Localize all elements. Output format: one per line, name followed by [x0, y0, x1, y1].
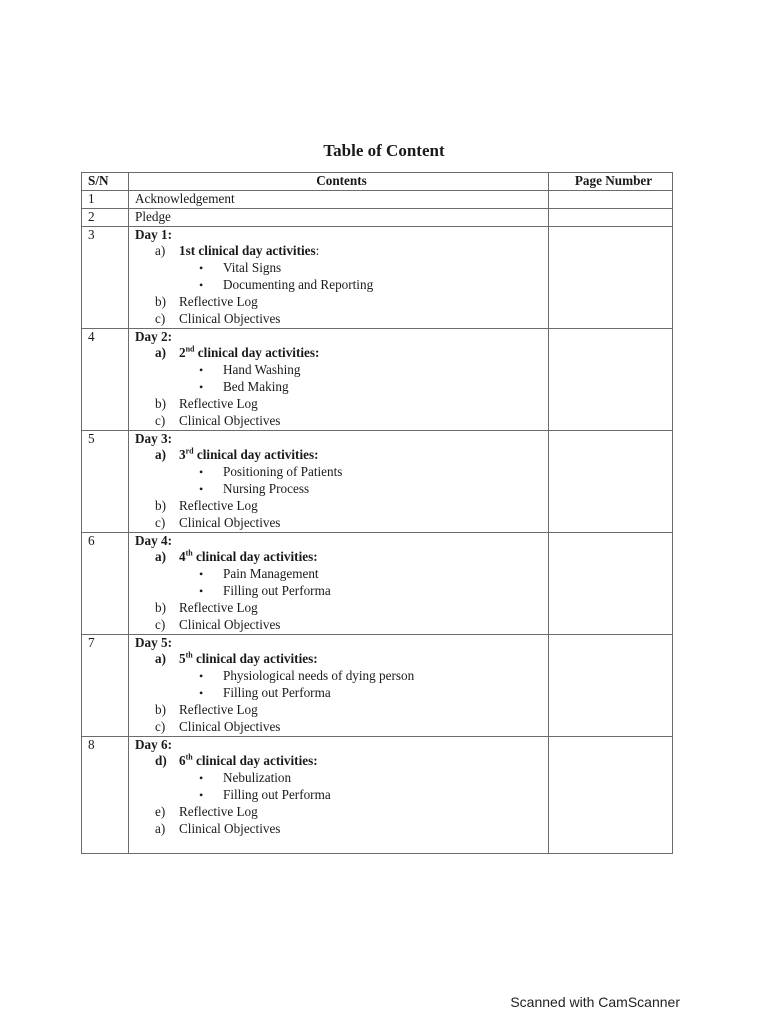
activity-colon: :	[313, 549, 318, 565]
activity-colon: :	[315, 243, 320, 259]
activity-colon: :	[315, 345, 320, 361]
table-row	[82, 430, 673, 532]
sub-item	[135, 396, 548, 413]
table-row	[82, 328, 673, 430]
sub-item-text: Reflective Log	[179, 803, 258, 819]
item-label: c)	[155, 310, 166, 326]
activity-number: 1st	[179, 243, 196, 259]
sub-item-text: Clinical Objectives	[179, 820, 281, 836]
item-label: b)	[155, 599, 166, 615]
ordinal-suffix: th	[185, 651, 193, 660]
activity-heading	[135, 243, 548, 260]
ordinal-suffix: th	[185, 549, 193, 558]
sub-item-text: Clinical Objectives	[179, 718, 281, 734]
ordinal-suffix: nd	[185, 345, 195, 354]
table-row	[82, 208, 673, 226]
page-number-header: Page Number	[549, 173, 673, 191]
sn-cell: 8	[82, 736, 129, 853]
item-label: c)	[155, 412, 166, 428]
activity-number: 3	[179, 447, 186, 463]
activity-number: 2	[179, 345, 186, 361]
activity-text: clinical day activities	[192, 753, 314, 769]
bullet-item: • Positioning of Patients	[135, 464, 548, 481]
contents-cell	[129, 634, 549, 736]
bullet-item: • Physiological needs of dying person	[135, 668, 548, 685]
page-number-cell	[549, 634, 673, 736]
contents-cell	[129, 736, 549, 853]
item-label: a)	[155, 651, 166, 667]
sub-item	[135, 600, 548, 617]
sn-cell: 1	[82, 191, 129, 209]
table-row	[82, 226, 673, 328]
activity-number: 5	[179, 651, 186, 667]
table-row	[82, 736, 673, 853]
bullet-item: • Bed Making	[135, 379, 548, 396]
item-label: b)	[155, 293, 166, 309]
sn-cell: 6	[82, 532, 129, 634]
page-number-cell	[549, 328, 673, 430]
sub-item-text: Reflective Log	[179, 395, 258, 411]
page-number-cell	[549, 191, 673, 209]
sub-item	[135, 311, 548, 328]
ordinal-suffix: rd	[185, 447, 194, 456]
contents-cell	[129, 430, 549, 532]
activity-text: clinical day activities	[193, 447, 315, 463]
page-number-cell	[549, 208, 673, 226]
sub-item	[135, 413, 548, 430]
sub-item-text: Reflective Log	[179, 701, 258, 717]
day-heading: Day 6:	[135, 736, 172, 752]
item-label: c)	[155, 718, 166, 734]
table-row	[82, 191, 673, 209]
activity-heading	[135, 345, 548, 362]
activity-heading	[135, 651, 548, 668]
page-number-cell	[549, 430, 673, 532]
sub-item	[135, 804, 548, 821]
activity-text: clinical day activities	[192, 549, 314, 565]
item-label: c)	[155, 616, 166, 632]
contents-header: Contents	[129, 173, 549, 191]
sub-item	[135, 702, 548, 719]
item-label: e)	[155, 803, 166, 819]
sn-cell: 3	[82, 226, 129, 328]
bullet-item: • Nebulization	[135, 770, 548, 787]
day-heading: Day 3:	[135, 430, 172, 446]
bullet-item: • Filling out Performa	[135, 583, 548, 600]
sub-item	[135, 821, 548, 838]
bullet-item: • Nursing Process	[135, 481, 548, 498]
sub-item	[135, 515, 548, 532]
page-number-cell	[549, 736, 673, 853]
activity-text: clinical day activities	[192, 651, 314, 667]
table-row	[82, 532, 673, 634]
item-label: a)	[155, 243, 166, 259]
sub-item-text: Clinical Objectives	[179, 412, 281, 428]
contents-cell	[129, 328, 549, 430]
sub-item	[135, 498, 548, 515]
activity-number: 6	[179, 753, 186, 769]
scanner-watermark: Scanned with CamScanner	[510, 994, 680, 1010]
sub-item-text: Reflective Log	[179, 599, 258, 615]
item-label: a)	[155, 345, 166, 361]
sub-item-text: Clinical Objectives	[179, 310, 281, 326]
activity-heading	[135, 447, 548, 464]
bullet-item: • Hand Washing	[135, 362, 548, 379]
sub-item-text: Clinical Objectives	[179, 514, 281, 530]
sn-cell: 4	[82, 328, 129, 430]
item-label: d)	[155, 753, 167, 769]
item-label: a)	[155, 820, 166, 836]
item-label: a)	[155, 549, 166, 565]
item-label: b)	[155, 395, 166, 411]
toc-table	[81, 172, 673, 854]
activity-text: clinical day activities	[195, 243, 316, 259]
activity-text: clinical day activities	[194, 345, 316, 361]
page-number-cell	[549, 226, 673, 328]
bullet-item: • Vital Signs	[135, 260, 548, 277]
activity-heading	[135, 753, 548, 770]
sn-cell: 2	[82, 208, 129, 226]
bullet-item: • Pain Management	[135, 566, 548, 583]
day-heading: Day 1:	[135, 226, 172, 242]
activity-heading	[135, 549, 548, 566]
contents-cell: Acknowledgement	[129, 191, 549, 209]
item-label: a)	[155, 447, 166, 463]
sub-item-text: Reflective Log	[179, 293, 258, 309]
sub-item	[135, 719, 548, 736]
sub-item-text: Reflective Log	[179, 497, 258, 513]
sub-item-text: Clinical Objectives	[179, 616, 281, 632]
item-label: c)	[155, 514, 166, 530]
page-title: Table of Content	[323, 141, 445, 160]
contents-cell: Pledge	[129, 208, 549, 226]
sn-cell: 5	[82, 430, 129, 532]
day-heading: Day 5:	[135, 634, 172, 650]
page-number-cell	[549, 532, 673, 634]
bullet-item: • Filling out Performa	[135, 685, 548, 702]
contents-cell	[129, 532, 549, 634]
bullet-item: • Filling out Performa	[135, 787, 548, 804]
sub-item	[135, 294, 548, 311]
item-label: b)	[155, 701, 166, 717]
sub-item	[135, 617, 548, 634]
sn-header: S/N	[82, 173, 129, 191]
ordinal-suffix: th	[185, 753, 193, 762]
day-heading: Day 4:	[135, 532, 172, 548]
table-row	[82, 634, 673, 736]
sn-cell: 7	[82, 634, 129, 736]
activity-colon: :	[313, 651, 318, 667]
activity-number: 4	[179, 549, 186, 565]
activity-colon: :	[313, 753, 318, 769]
header-row	[82, 173, 673, 191]
item-label: b)	[155, 497, 166, 513]
day-heading: Day 2:	[135, 328, 172, 344]
contents-cell	[129, 226, 549, 328]
activity-colon: :	[314, 447, 319, 463]
bullet-item: • Documenting and Reporting	[135, 277, 548, 294]
